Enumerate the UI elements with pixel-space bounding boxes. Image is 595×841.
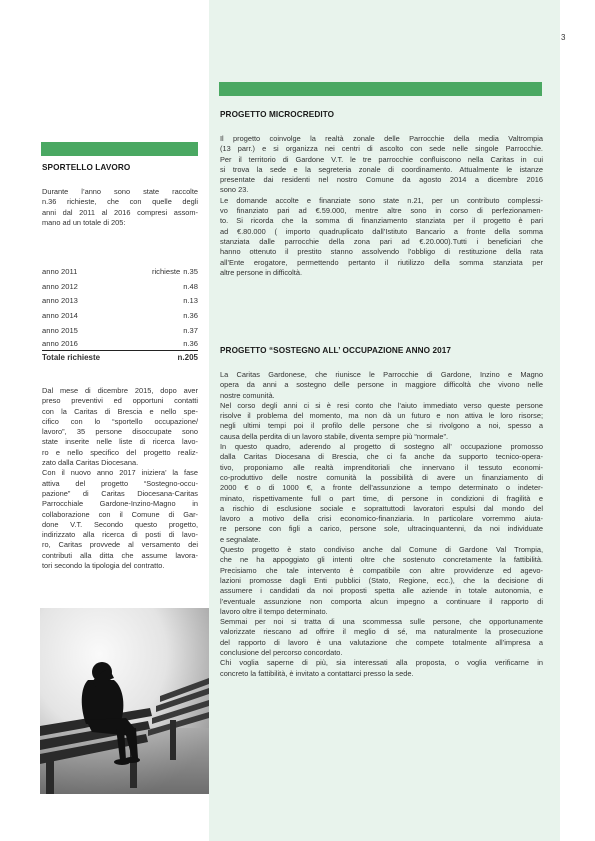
label-cell xyxy=(78,294,183,309)
body-line: del rapporto di lavoro è una valutazione che compete totalmente all’impresa a xyxy=(220,637,543,647)
body-line: concreto la fattibilità, è invitato a contattarci presso la sede. xyxy=(220,668,414,678)
body-line: vo finanziato pari ad €.59.000, mentre altre sono in corso di perfezionamen- xyxy=(220,206,543,216)
body-line: minato, rispettivamente full o part time, di persone in condizioni di fragilità e xyxy=(220,493,543,503)
body-line: dalla Caritas Diocesana di Brescia, che ci fa anche da supporto tecnico-opera- xyxy=(220,452,543,462)
year-cell: anno 2016 xyxy=(42,339,78,349)
body-line: ro e nello specifico del progetto realiz- xyxy=(42,447,198,457)
table-total-row xyxy=(42,350,198,364)
body-line: state inserite nelle liste di ricerca lavo- xyxy=(42,437,198,447)
count-cell: n.36 xyxy=(183,311,198,321)
body-line: ro, Caritas provvede al versamento dei xyxy=(42,540,198,550)
body-line: done V.T. Secondo questo progetto, xyxy=(42,519,198,529)
intro-line: Durante l’anno sono state raccolte xyxy=(42,187,198,196)
body-line: indirizzato alla ricerca di posti di lavo- xyxy=(42,530,198,540)
body-line: si trova la sede e la segreteria zonale di coordinamento. Attualmente le istanze xyxy=(220,164,543,174)
body-line: La Caritas Gardonese, che riunisce le Parrocchie di Gardone, Inzino e Magno xyxy=(220,370,543,379)
body-line: l’eventuale assunzione non comporta alcun impegno a continuare il rapporto di xyxy=(220,596,543,606)
table-row xyxy=(42,338,198,350)
table-row xyxy=(42,309,198,324)
body-line: causa della perdita di un lavoro stabile, diventa sempre più “normale”. xyxy=(220,431,449,441)
sportello-heading: SPORTELLO LAVORO xyxy=(42,163,131,172)
body-line: Parrocchiale Gardone-Inzino-Magno in xyxy=(42,499,198,509)
body-line: to. Si ricorda che la somma di finanziamento stanziata per il progetto è pari xyxy=(220,216,543,226)
body-line: Dal mese di dicembre 2015, dopo aver xyxy=(42,386,198,395)
body-line: risolve il problema del momento, ma non dà un futuro e non attiva le loro risorse; xyxy=(220,411,543,421)
body-line: contributi alla ditta che assume lavora- xyxy=(42,550,198,560)
sostegno-heading: PROGETTO “SOSTEGNO ALL’ OCCUPAZIONE ANNO 2017 xyxy=(220,346,452,355)
body-line: assumere i candidati da noi proposti spetta alle aziende in totale autonomia, e xyxy=(220,586,543,596)
body-line: co-produttivo delle nostre comunità la possibilità di avere un finanziamento di xyxy=(220,472,543,482)
body-line: re persone con figli a carico, persone sole, ultracinquantenni, da noi individuate xyxy=(220,524,543,534)
body-line: stanziata dalle parrocchie della zona pari ad €.20.000).Tutti i beneficiari che xyxy=(220,236,543,246)
body-line: Con il nuovo anno 2017 iniziera’ la fase xyxy=(42,468,198,478)
table-row xyxy=(42,280,198,295)
label-cell xyxy=(78,309,183,324)
body-line: cifico con lo “sportello occupazione/ xyxy=(42,416,198,426)
table-row xyxy=(42,265,198,280)
count-cell: n.36 xyxy=(183,339,198,349)
requests-table xyxy=(42,265,198,364)
body-line: (13 parr.) e si organizza nei centri di ascolto con sede nelle singole Parrocchie. xyxy=(220,144,543,154)
body-line: Chi voglia saperne di più, sia interessati alla proposta, o voglia verificarne in xyxy=(220,658,543,668)
body-line: sono 23. xyxy=(220,185,249,195)
body-line: Precisiamo che tale intervento è compatibile con altre provvidenze ed agevo- xyxy=(220,565,543,575)
label-cell xyxy=(78,338,183,350)
body-line: all’Ente erogatore, permettendo pertanto il riutilizzo della somma stanziata per xyxy=(220,257,543,267)
microcredito-heading: PROGETTO MICROCREDITO xyxy=(220,110,335,119)
body-line: ad €.80.000 ( importo quadruplicato dall’Istituto Bancario a fronte della somma xyxy=(220,226,543,236)
sad-man-on-bench-photo xyxy=(40,608,209,794)
body-line: e segnalate. xyxy=(220,534,261,544)
year-cell: anno 2012 xyxy=(42,281,78,291)
body-line: Questo progetto è stato condiviso anche dal Comune di Gardone Val Trompia, xyxy=(220,545,543,555)
body-line: opera da anni a sostegno delle persone in maggiore difficoltà che vivono nelle xyxy=(220,380,543,390)
total-count: n.205 xyxy=(177,353,198,363)
label-cell xyxy=(78,324,183,339)
table-row xyxy=(42,294,198,309)
body-line: pazione” di Caritas Diocesana-Caritas xyxy=(42,488,198,498)
microcredito-accent-bar xyxy=(219,82,542,96)
sportello-accent-bar xyxy=(41,142,198,156)
microcredito-body xyxy=(220,134,543,278)
body-line: tivo, proponiamo alle realtà imprenditoriali che innervano il tessuto economi- xyxy=(220,462,543,472)
year-cell: anno 2014 xyxy=(42,311,78,321)
total-label: Totale richieste xyxy=(42,353,101,363)
count-cell: n.37 xyxy=(183,325,198,335)
body-line: Per il territorio di Gardone V.T. le tre parrocchie confluiscono nella Caritas in cui xyxy=(220,154,543,164)
body-line: che ne ha appoggiato gli intenti oltre che sostenuto concretamente la fattibilità. xyxy=(220,555,543,565)
count-cell: n.13 xyxy=(183,296,198,306)
body-line: a rischio di esclusione sociale e soprattuttodi lavoratori espulsi dal mondo del xyxy=(220,503,543,513)
year-cell: anno 2011 xyxy=(42,267,78,276)
body-line: lavoro a motivo della crisi economico-finanziaria. In particolare vorremmo aiuta- xyxy=(220,514,543,524)
count-cell: n.35 xyxy=(183,267,198,276)
intro-line: n.36 richieste, che con quelle degli xyxy=(42,197,198,207)
body-line: hanno ottenuto il prestito stanno assolvendo l’obbligo di restituzione della rata xyxy=(220,247,543,257)
table-row xyxy=(42,324,198,339)
body-line: negli ultimi tempi poi il profilo delle persone che si rivolgono a noi, spesso a xyxy=(220,421,543,431)
body-line: nostre comunità. xyxy=(220,390,275,400)
body-line: attiva del progetto “Sostegno-occu- xyxy=(42,478,198,488)
page-number: 3 xyxy=(561,33,566,42)
count-cell: n.48 xyxy=(183,281,198,291)
body-line: presentate dai residenti nel nostro Comune da agosto 2014 a dicembre 2016 xyxy=(220,175,543,185)
body-line: Le domande accolte e finanziate sono state n.21, per un contributo complessi- xyxy=(220,195,543,205)
body-line: lazioni promosse dagli Enti pubblici (Stato, Regione, ecc.), che la decisione di xyxy=(220,575,543,585)
body-line: con la Caritas di Brescia e nello spe- xyxy=(42,406,198,416)
label-cell xyxy=(78,280,183,295)
body-line: lavoro”, 35 persone disoccupate sono xyxy=(42,427,198,437)
body-line: tori secondo la tipologia del contratto. xyxy=(42,561,165,571)
year-cell: anno 2015 xyxy=(42,325,78,335)
body-line: In questo quadro, aderendo al progetto di sostegno all’ occupazione promosso xyxy=(220,442,543,452)
sportello-intro xyxy=(42,187,198,228)
body-line: 2000 € o di 1000 €, a fronte dell’assunzione a tempo determinato o indeter- xyxy=(220,483,543,493)
body-line: conclusione del percorso concordato. xyxy=(220,648,343,658)
sportello-body xyxy=(42,386,198,571)
label-cell: richieste xyxy=(151,267,181,276)
intro-line: mano ad un totale di 205: xyxy=(42,217,126,227)
sostegno-body xyxy=(220,370,543,679)
body-line: altre persone in difficoltà. xyxy=(220,267,303,277)
body-line: collaborazione con il Comune di Gar- xyxy=(42,509,198,519)
body-line: zato dalla Caritas Diocesana. xyxy=(42,458,139,468)
body-line: valorizzate riescano ad offrire il meglio di sé, ma naturalmente la prosecuzione xyxy=(220,627,543,637)
body-line: Semmai per noi si tratta di una scommessa sulle persone, che opportunamente xyxy=(220,617,543,627)
year-cell: anno 2013 xyxy=(42,296,78,306)
body-line: preso preventivi ed opportuni contatti xyxy=(42,396,198,406)
body-line: lavoro oltre il tempo determinato. xyxy=(220,606,328,616)
body-line: Nel corso degli anni ci si è resi conto che l’aiuto immediato verso queste persone xyxy=(220,400,543,410)
body-line: Il progetto coinvolge la realtà zonale delle Parrocchie della media Valtrompia xyxy=(220,134,543,143)
intro-line: anni dal 2011 al 2016 compresi assom- xyxy=(42,207,198,217)
